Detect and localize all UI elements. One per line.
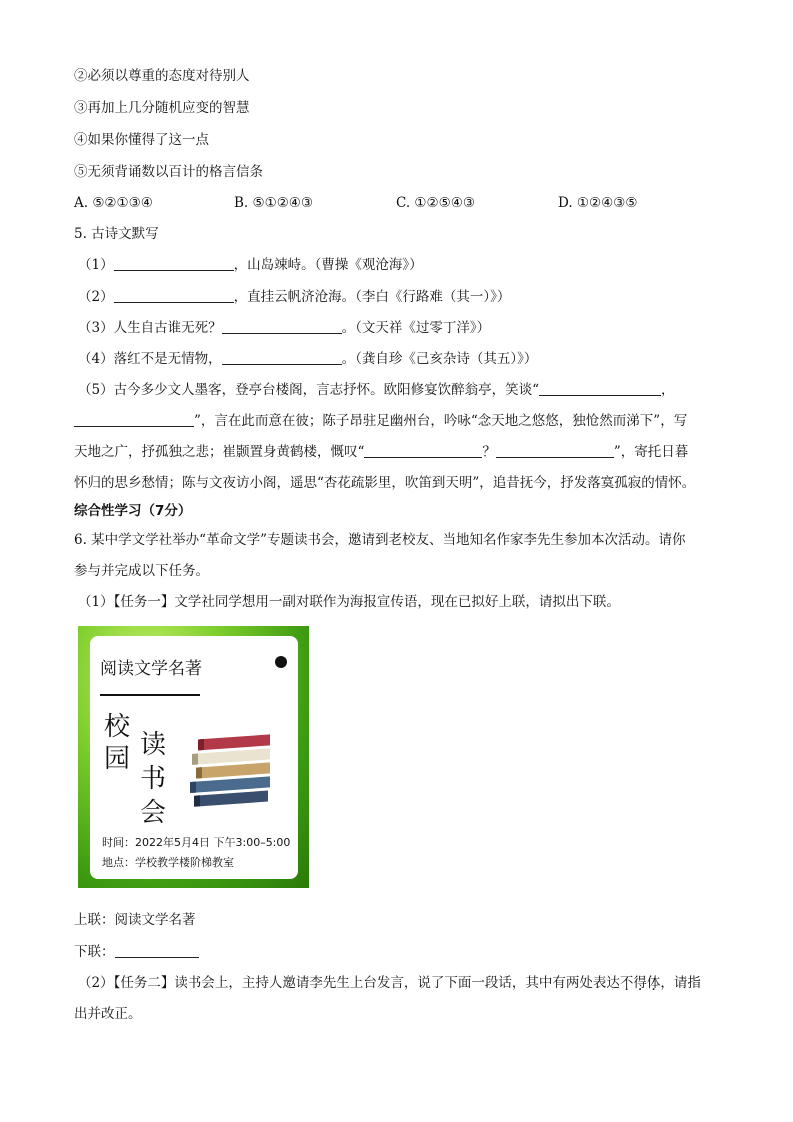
task-2-text-b: ，请指 xyxy=(660,975,701,991)
couplet-upper: 上联：阅读文学名著 xyxy=(74,912,196,928)
option-c: C. ①②⑤④③ xyxy=(396,195,475,211)
poster-char-1: 校 xyxy=(104,712,131,742)
section-title: 综合性学习（7分） xyxy=(74,503,192,519)
question-6-task-2 xyxy=(78,973,701,993)
q5-5-text-c3: ”，寄托日暮 xyxy=(613,444,689,460)
q5-4-suffix: 。（龚自珍《己亥杂诗（其五）》） xyxy=(341,351,538,367)
poster-rule xyxy=(100,694,200,696)
poster-char-2: 园 xyxy=(104,744,131,774)
poster-time: 时间：2022年5月4日 下午3:00–5:00 xyxy=(102,836,291,849)
question-5-item-4 xyxy=(78,349,537,369)
question-5-item-5-line-1 xyxy=(78,380,675,400)
q5-5-text-b: ”，言在此而意在彼；陈子昂驻足幽州台，吟咏“念天地之悠悠，独怆然而涕下”，写 xyxy=(194,413,688,429)
option-b: B. ⑤①②④③ xyxy=(234,195,314,211)
option-d: D. ①②④③⑤ xyxy=(558,195,638,211)
q5-4-prefix: （4）落红不是无情物， xyxy=(78,351,222,367)
couplet-lower-label: 下联： xyxy=(74,944,115,960)
q5-1-suffix: ，山岛竦峙。（曹操《观沧海》） xyxy=(233,257,423,273)
q5-5-text-c2: ？ xyxy=(482,444,496,460)
event-poster-image xyxy=(78,626,309,888)
q5-2-suffix: ，直挂云帆济沧海。（李白《行路难（其一）》） xyxy=(233,289,511,305)
q5-3-prefix: （3）人生自古谁无死？ xyxy=(78,320,222,336)
emphasis-char-3: 体 xyxy=(646,975,661,991)
answer-blank[interactable] xyxy=(539,381,661,396)
poster-char-4: 书 xyxy=(140,764,167,794)
q5-5-text-c1: 天地之广，抒孤独之悲；崔颢置身黄鹤楼，慨叹“ xyxy=(74,444,365,460)
emphasis-char-2: 得 xyxy=(633,975,647,991)
question-5-title: 5. 古诗文默写 xyxy=(74,226,159,242)
answer-blank[interactable] xyxy=(74,412,194,427)
poster-char-5: 会 xyxy=(140,798,167,828)
list-line-4: ④如果你懂得了这一点 xyxy=(74,132,209,148)
emphasis-char-1: 不 xyxy=(619,975,634,991)
q5-1-prefix: （1） xyxy=(78,257,114,273)
question-6-task-1: （1）【任务一】文学社同学想用一副对联作为海报宣传语，现在已拟好上联，请拟出下联。 xyxy=(78,594,620,610)
question-5-item-1 xyxy=(78,255,423,275)
poster-card xyxy=(90,636,298,879)
list-line-2: ②必须以尊重的态度对待别人 xyxy=(74,68,250,84)
answer-blank[interactable] xyxy=(114,256,234,271)
question-5-item-2 xyxy=(78,287,510,307)
list-line-3: ③再加上几分随机应变的智慧 xyxy=(74,100,250,116)
question-5-item-5-line-4: 怀归的思乡愁情；陈与文夜访小阁，遥思“杏花疏影里，吹笛到天明”，追昔抚今，抒发落寞孤寂的情怀。 xyxy=(74,475,696,491)
question-6-task-2-cont: 出并改正。 xyxy=(74,1006,142,1022)
task-2-text-a: （2）【任务二】读书会上，主持人邀请李先生上台发言，说了下面一段话，其中有两处表达 xyxy=(78,975,620,991)
answer-blank[interactable] xyxy=(222,350,342,365)
poster-title: 阅读文学名著 xyxy=(100,659,202,679)
couplet-lower xyxy=(74,942,199,962)
question-5-item-3 xyxy=(78,318,490,338)
q5-5-text-a2: ， xyxy=(661,382,675,398)
answer-blank[interactable] xyxy=(364,443,482,458)
question-5-item-5-line-2 xyxy=(74,411,687,431)
books-stack-icon xyxy=(190,728,285,818)
question-5-item-5-line-3 xyxy=(74,442,688,462)
answer-blank[interactable] xyxy=(496,443,614,458)
poster-place: 地点：学校教学楼阶梯教室 xyxy=(102,856,234,869)
answer-blank[interactable] xyxy=(222,319,342,334)
q5-3-suffix: 。（文天祥《过零丁洋》） xyxy=(341,320,491,336)
list-line-5: ⑤无须背诵数以百计的格言信条 xyxy=(74,164,263,180)
question-6-intro-1: 6. 某中学文学社举办“革命文学”专题读书会，邀请到老校友、当地知名作家李先生参加本次活动。请你 xyxy=(74,532,686,548)
answer-blank[interactable] xyxy=(115,943,199,958)
answer-blank[interactable] xyxy=(114,288,234,303)
q5-2-prefix: （2） xyxy=(78,289,114,305)
poster-dot xyxy=(275,656,287,668)
option-a: A. ⑤②①③④ xyxy=(74,195,153,211)
q5-5-text-a: （5）古今多少文人墨客，登亭台楼阁，言志抒怀。欧阳修宴饮醉翁亭，笑谈“ xyxy=(78,382,539,398)
poster-char-3: 读 xyxy=(140,730,167,760)
question-6-intro-2: 参与并完成以下任务。 xyxy=(74,563,209,579)
